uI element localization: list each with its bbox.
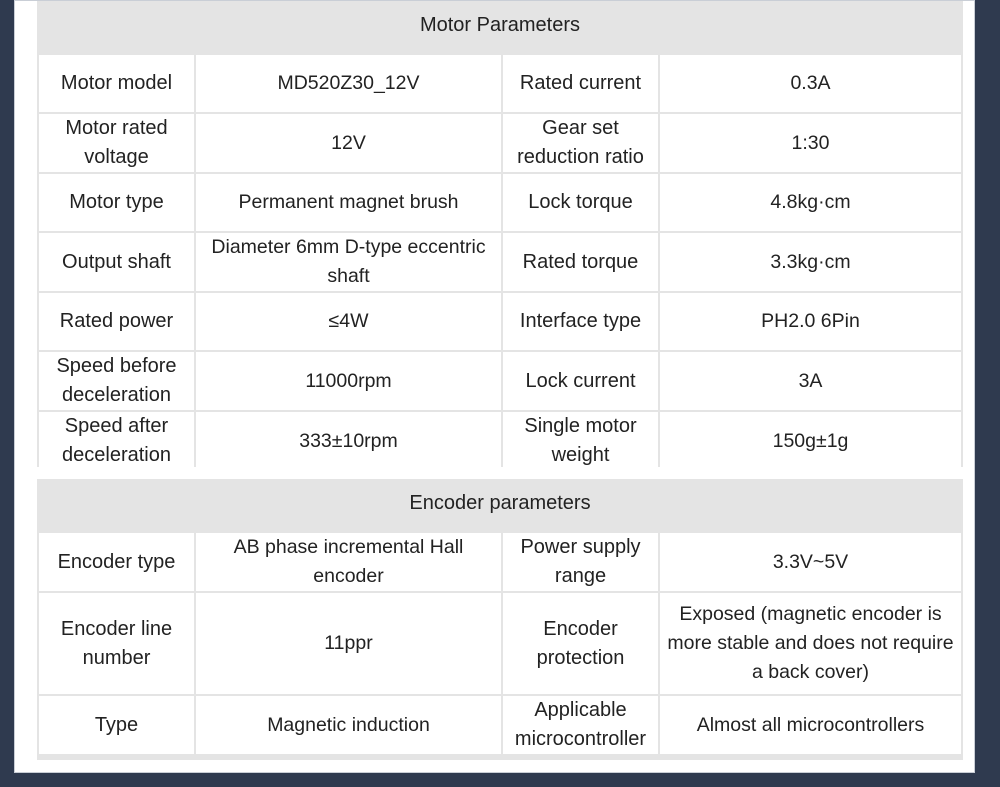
param-label: Encoder line number: [39, 593, 194, 694]
param-label: Motor type: [39, 174, 194, 231]
encoder-parameters-table: [37, 531, 963, 756]
param-value: 11000rpm: [196, 352, 501, 410]
param-value: MD520Z30_12V: [196, 55, 501, 112]
param-label: Applicable microcontroller: [503, 696, 658, 754]
param-label: Speed before deceleration: [39, 352, 194, 410]
param-label: Power supply range: [503, 533, 658, 591]
motor-parameters-title: Motor Parameters: [419, 14, 581, 36]
param-label: Rated torque: [503, 233, 658, 291]
encoder-parameters-title: Encoder parameters: [409, 492, 591, 514]
param-label: Rated power: [39, 293, 194, 350]
param-label: Speed after deceleration: [39, 412, 194, 470]
param-label: Single motor weight: [503, 412, 658, 470]
param-value: 3.3V~5V: [660, 533, 961, 591]
param-value: 3.3kg·cm: [660, 233, 961, 291]
param-value: AB phase incremental Hall encoder: [196, 533, 501, 591]
param-value: 0.3A: [660, 55, 961, 112]
table-row: [39, 174, 961, 231]
param-label: Output shaft: [39, 233, 194, 291]
table-row: [39, 412, 961, 470]
param-label: Encoder type: [39, 533, 194, 591]
param-value: 11ppr: [196, 593, 501, 694]
table-row: [39, 533, 961, 591]
param-value: 1:30: [660, 114, 961, 172]
table-row: [39, 696, 961, 754]
param-value: ≤4W: [196, 293, 501, 350]
param-value: Magnetic induction: [196, 696, 501, 754]
param-value: PH2.0 6Pin: [660, 293, 961, 350]
spec-sheet-card: [14, 0, 975, 773]
motor-parameters-section: [37, 1, 963, 467]
param-label: Lock current: [503, 352, 658, 410]
param-label: Type: [39, 696, 194, 754]
param-value: 150g±1g: [660, 412, 961, 470]
param-label: Lock torque: [503, 174, 658, 231]
param-value: Exposed (magnetic encoder is more stable and does not require a back cover): [660, 593, 961, 694]
param-value: Almost all microcontrollers: [660, 696, 961, 754]
table-row: [39, 593, 961, 694]
table-row: [39, 233, 961, 291]
table-row: [39, 293, 961, 350]
param-label: Interface type: [503, 293, 658, 350]
param-value: Permanent magnet brush: [196, 174, 501, 231]
param-value: 3A: [660, 352, 961, 410]
param-label: Encoder protection: [503, 593, 658, 694]
param-label: Gear set reduction ratio: [503, 114, 658, 172]
encoder-parameters-section: [37, 479, 963, 760]
table-row: [39, 114, 961, 172]
param-value: 12V: [196, 114, 501, 172]
param-label: Motor model: [39, 55, 194, 112]
param-value: 333±10rpm: [196, 412, 501, 470]
table-row: [39, 55, 961, 112]
param-label: Motor rated voltage: [39, 114, 194, 172]
motor-parameters-table: [37, 53, 963, 472]
param-value: 4.8kg·cm: [660, 174, 961, 231]
table-row: [39, 352, 961, 410]
param-value: Diameter 6mm D-type eccentric shaft: [196, 233, 501, 291]
param-label: Rated current: [503, 55, 658, 112]
